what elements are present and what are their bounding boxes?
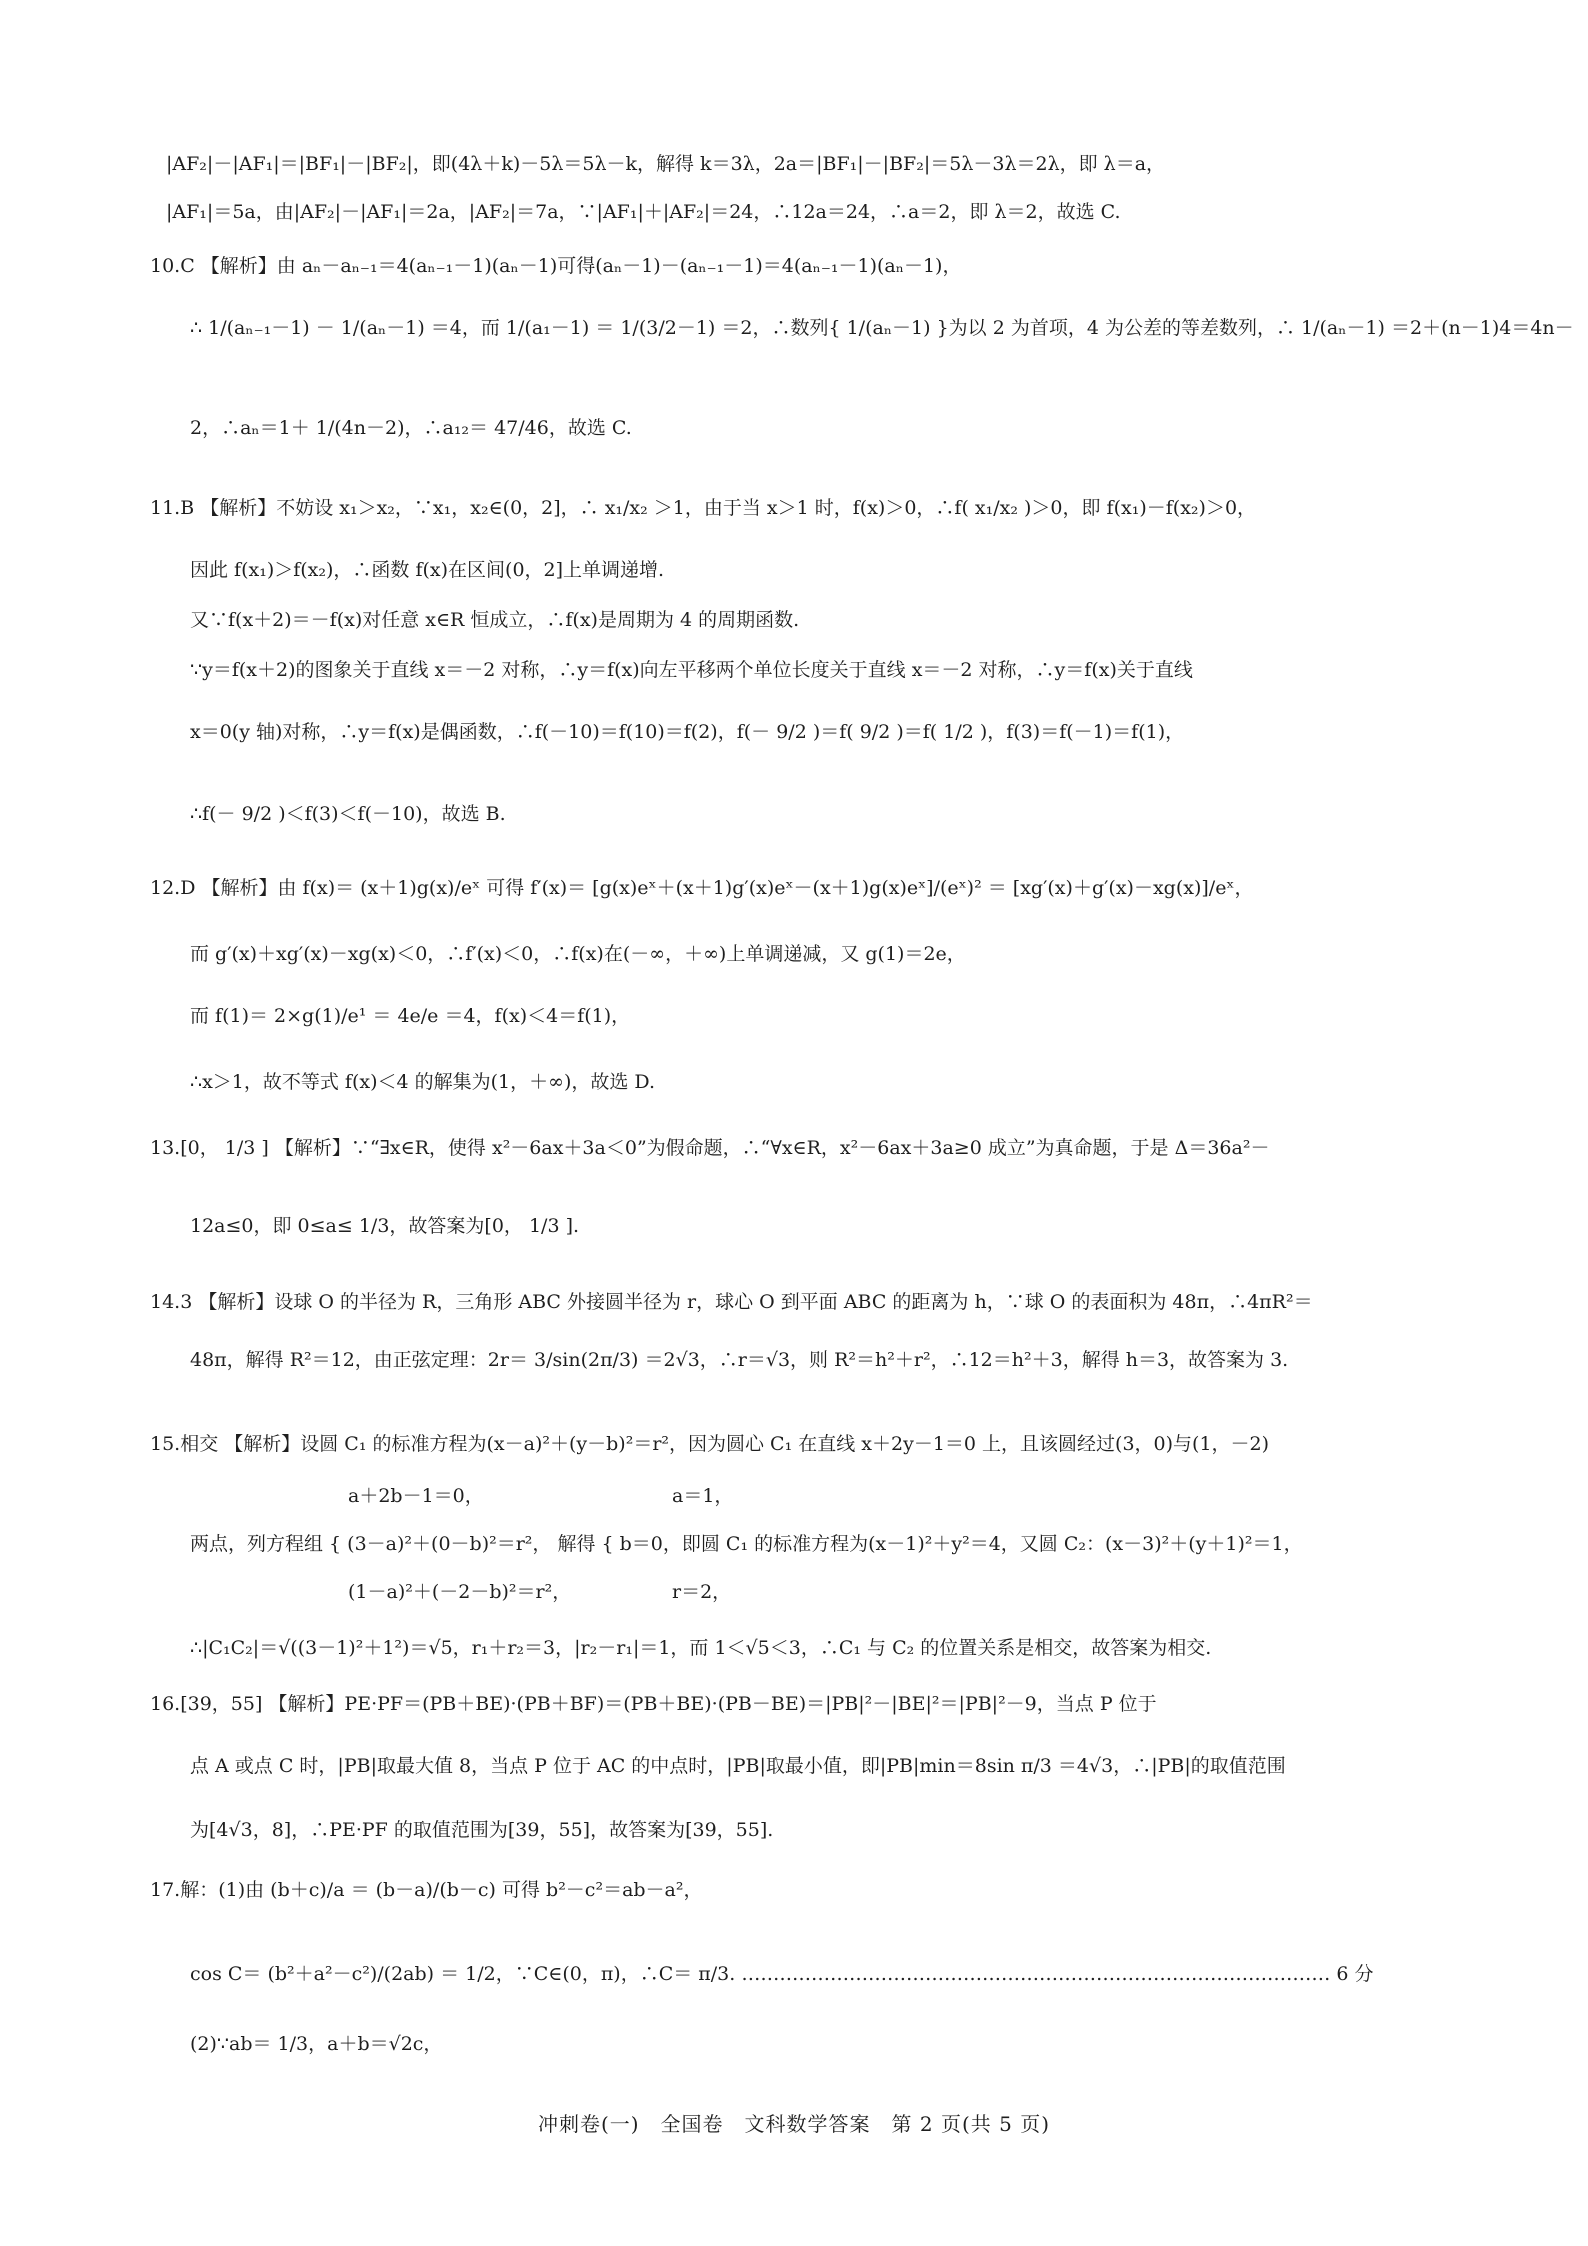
text-line: 2，∴aₙ＝1＋ 1/(4n－2)，∴a₁₂＝ 47/46，故选 C. [190, 417, 632, 439]
question-16: 16.[39，55] 【解析】PE·PF＝(PB＋BE)·(PB＋BF)＝(PB＋BE)·(PB－BE)＝|PB|²－|BE|²＝|PB|²－9，当点 P 位于 [150, 1693, 1157, 1715]
question-11: 11.B 【解析】不妨设 x₁＞x₂，∵x₁，x₂∈(0，2]，∴ x₁/x₂ ＞1，由于当 x＞1 时，f(x)＞0，∴f( x₁/x₂ )＞0，即 f(x₁)－f(x₂)＞0， [150, 497, 1257, 519]
text-line: 点 A 或点 C 时，|PB|取最大值 8，当点 P 位于 AC 的中点时，|PB|取最小值，即|PB|min＝8sin π/3 ＝4√3，∴|PB|的取值范围 [190, 1755, 1286, 1777]
text-line: ∴x＞1，故不等式 f(x)＜4 的解集为(1，＋∞)，故选 D. [190, 1071, 656, 1093]
text-line: 48π，解得 R²＝12，由正弦定理：2r＝ 3/sin(2π/3) ＝2√3，∴r＝√3，则 R²＝h²＋r²，∴12＝h²＋3，解得 h＝3，故答案为 3. [190, 1349, 1289, 1371]
question-15: 15.相交 【解析】设圆 C₁ 的标准方程为(x－a)²＋(y－b)²＝r²，因为圆心 C₁ 在直线 x＋2y－1＝0 上，且该圆经过(3，0)与(1，－2) [150, 1433, 1270, 1455]
equation-row: a＝1， [672, 1485, 734, 1507]
text-line: 而 f(1)＝ 2×g(1)/e¹ ＝ 4e/e ＝4，f(x)＜4＝f(1)， [190, 1005, 631, 1027]
text-line: cos C＝ (b²＋a²－c²)/(2ab) ＝ 1/2，∵C∈(0，π)，∴C＝ π/3. ………………………………………………………………………………… 6 分 [190, 1963, 1374, 1985]
text-line: 为[4√3，8]，∴PE·PF 的取值范围为[39，55]，故答案为[39，55]. [190, 1819, 774, 1841]
text-line: ∴|C₁C₂|＝√((3－1)²＋1²)＝√5，r₁＋r₂＝3，|r₂－r₁|＝1，而 1＜√5＜3，∴C₁ 与 C₂ 的位置关系是相交，故答案为相交. [190, 1637, 1212, 1659]
question-12: 12.D 【解析】由 f(x)＝ (x＋1)g(x)/eˣ 可得 f′(x)＝ [g(x)eˣ＋(x＋1)g′(x)eˣ－(x＋1)g(x)eˣ]/(eˣ)² ＝ [xg′(x)＋g′(x)－xg(x)]/eˣ， [150, 877, 1254, 899]
text-line: 12a≤0，即 0≤a≤ 1/3，故答案为[0， 1/3 ]. [190, 1215, 580, 1237]
text-line: 两点，列方程组 { (3－a)²＋(0－b)²＝r²， 解得 { b＝0，即圆 C₁ 的标准方程为(x－1)²＋y²＝4，又圆 C₂：(x－3)²＋(y＋1)²＝1， [190, 1533, 1303, 1555]
equation-row: (1－a)²＋(－2－b)²＝r²， [348, 1581, 572, 1603]
text-line: ∴ 1/(aₙ₋₁－1) － 1/(aₙ－1) ＝4，而 1/(a₁－1) ＝ 1/(3/2－1) ＝2，∴数列{ 1/(aₙ－1) }为以 2 为首项，4 为公差的等差数列，∴ 1/(aₙ－1) ＝2＋(n－1)4＝4n－ [190, 317, 1574, 339]
text-line: |AF₁|＝5a，由|AF₂|－|AF₁|＝2a，|AF₂|＝7a，∵|AF₁|＋|AF₂|＝24，∴12a＝24，∴a＝2，即 λ＝2，故选 C. [166, 201, 1121, 223]
text-line: ∵y＝f(x＋2)的图象关于直线 x＝－2 对称，∴y＝f(x)向左平移两个单位长度关于直线 x＝－2 对称，∴y＝f(x)关于直线 [190, 659, 1193, 681]
question-13: 13.[0， 1/3 ] 【解析】∵“∃x∈R，使得 x²－6ax＋3a＜0”为假命题，∴“∀x∈R，x²－6ax＋3a≥0 成立”为真命题，于是 Δ＝36a²－ [150, 1137, 1270, 1159]
text-line: x＝0(y 轴)对称，∴y＝f(x)是偶函数，∴f(－10)＝f(10)＝f(2)，f(－ 9/2 )＝f( 9/2 )＝f( 1/2 )，f(3)＝f(－1)＝f(1)， [190, 721, 1185, 743]
question-17: 17.解：(1)由 (b＋c)/a ＝ (b－a)/(b－c) 可得 b²－c²＝ab－a²， [150, 1879, 703, 1901]
text-line: 而 g′(x)＋xg′(x)－xg(x)＜0，∴f′(x)＜0，∴f(x)在(－∞，＋∞)上单调递减，又 g(1)＝2e， [190, 943, 966, 965]
text-line: 因此 f(x₁)＞f(x₂)，∴函数 f(x)在区间(0，2]上单调递增. [190, 559, 665, 581]
equation-row: r＝2， [672, 1581, 732, 1603]
page-footer: 冲刺卷(一) 全国卷 文科数学答案 第 2 页(共 5 页) [537, 2112, 1051, 2136]
text-line: |AF₂|－|AF₁|＝|BF₁|－|BF₂|，即(4λ＋k)－5λ＝5λ－k，解得 k＝3λ，2a＝|BF₁|－|BF₂|＝5λ－3λ＝2λ，即 λ＝a， [166, 153, 1166, 175]
equation-row: a＋2b－1＝0， [348, 1485, 484, 1507]
text-line: 又∵f(x＋2)＝－f(x)对任意 x∈R 恒成立，∴f(x)是周期为 4 的周期函数. [190, 609, 800, 631]
question-10: 10.C 【解析】由 aₙ－aₙ₋₁＝4(aₙ₋₁－1)(aₙ－1)可得(aₙ－1)－(aₙ₋₁－1)＝4(aₙ₋₁－1)(aₙ－1)， [150, 255, 962, 277]
text-line: (2)∵ab＝ 1/3，a＋b＝√2c， [190, 2033, 443, 2055]
text-line: ∴f(－ 9/2 )＜f(3)＜f(－10)，故选 B. [190, 803, 506, 825]
question-14: 14.3 【解析】设球 O 的半径为 R，三角形 ABC 外接圆半径为 r，球心 O 到平面 ABC 的距离为 h，∵球 O 的表面积为 48π，∴4πR²＝ [150, 1291, 1313, 1313]
